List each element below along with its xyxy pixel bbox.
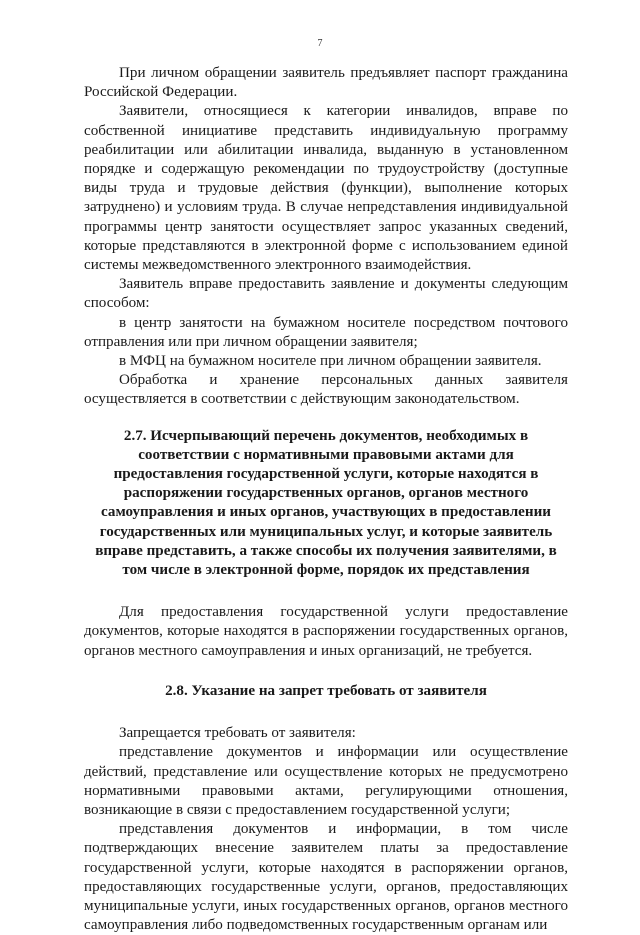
paragraph-mfc: в МФЦ на бумажном носителе при личном обращении заявителя. [119, 353, 542, 370]
paragraph-passport: При личном обращении заявитель предъявляет паспорт гражданина Российской Федерации. [84, 65, 568, 101]
section-2-8-heading: 2.8. Указание на запрет требовать от заявителя [165, 682, 487, 699]
page-number: 7 [317, 38, 323, 49]
paragraph-submission-methods: Заявитель вправе предоставить заявление и документы следующим способом: [84, 276, 568, 312]
paragraph-personal-data: Обработка и хранение персональных данных заявителя осуществляется в соответствии с действующим законодательством. [84, 372, 568, 408]
paragraph-employment-center: в центр занятости на бумажном носителе посредством почтового отправления или при личном обращении заявителя; [84, 314, 568, 350]
paragraph-prohibited-intro: Запрещается требовать от заявителя: [119, 725, 356, 742]
paragraph-no-documents-required: Для предоставления государственной услуги предоставление документов, которые находятся в распоряжении государственных органов, органов местного самоуправления и иных организаций, не требуется. [84, 604, 568, 659]
document-body [84, 64, 568, 935]
paragraph-prohibited-item-2: представления документов и информации, в том числе подтверждающих внесение заявителем платы за предоставление государственной услуги, которые находятся в распоряжении органов, предоставляющих государственные услуги, органов, предоставляющих муниципальные услуги, иных государственных органов, органов местного самоуправления либо подведомственных государственным органам или [84, 821, 568, 934]
paragraph-disabled-applicants: Заявители, относящиеся к категории инвалидов, вправе по собственной инициативе представить индивидуальную программу реабилитации или абилитации инвалида, выданную в установленном порядке и содержащую рекомендации по трудоустройству (доступные виды труда и трудовые действия (функции), выполнение которых затруднено) и условиям труда. В случае непредставления индивидуальной программы центр занятости осуществляет запрос указанных сведений, которые представляются в электронной форме с использованием единой системы межведомственного электронного взаимодействия. [84, 103, 568, 274]
paragraph-prohibited-item-1: представление документов и информации или осуществление действий, представление или осуществление которых не предусмотрено нормативными правовыми актами, регулирующими отношения, возникающие в связи с предоставлением государственной услуги; [84, 744, 568, 818]
section-2-7-heading: 2.7. Исчерпывающий перечень документов, необходимых в соответствии с нормативными правовыми актами для предоставления государственной услуги, которые находятся в распоряжении государственных органов, органов местного самоуправления и иных органов, участвующих в предоставлении государственных или муниципальных услуг, и которые заявитель вправе представить, а также способы их получения заявителями, в том числе в электронной форме, порядок их представления [95, 427, 557, 579]
